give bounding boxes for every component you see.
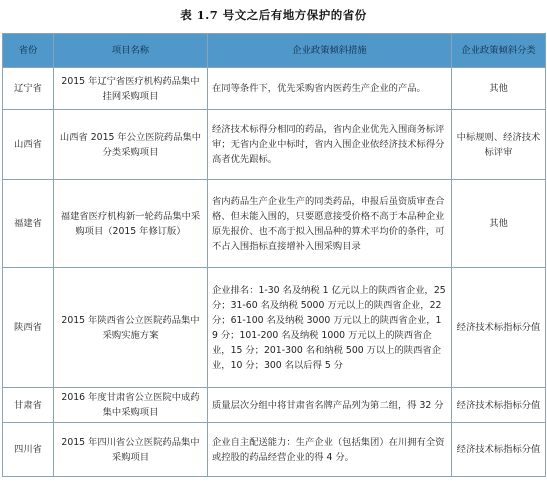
header-province: 省份 (3, 34, 54, 68)
table-row (3, 423, 546, 477)
table-row (3, 388, 546, 423)
category-cell: 中标规则、经济技术标评审 (452, 110, 546, 180)
measure-cell: 在同等条件下，优先采购省内医药生产企业的产品。 (208, 68, 452, 110)
table-row (3, 68, 546, 110)
measure-cell: 质量层次分组中将甘肃省名牌产品列为第二组，得 32 分 (208, 388, 452, 423)
category-cell: 经济技术标指标分值 (452, 423, 546, 477)
province-cell: 四川省 (3, 423, 54, 477)
header-measure: 企业政策倾斜措施 (208, 34, 452, 68)
project-cell: 2015 年辽宁省医疗机构药品集中挂网采购项目 (54, 68, 208, 110)
province-cell: 辽宁省 (3, 68, 54, 110)
measure-cell: 企业排名：1-30 名及纳税 1 亿元以上的陕西省企业，25 分；31-60 名及纳税 5000 万元以上的陕西省企业，22 分；61-100 名及纳税 3000 万元以上的陕西省企业，19 分；101-200 名及纳税 1000 万元以上的陕西省企业，15 分；201-300 名和纳税 500 万以上的陕西省企业，10 分；300 名以后得 5 分 (208, 268, 452, 388)
province-cell: 甘肃省 (3, 388, 54, 423)
table-header-row (3, 34, 546, 68)
province-protection-table (2, 33, 546, 477)
category-cell: 经济技术标指标分值 (452, 268, 546, 388)
project-cell: 2015 年四川省公立医院药品集中采购项目 (54, 423, 208, 477)
project-cell: 2016 年度甘肃省公立医院中成药集中采购项目 (54, 388, 208, 423)
measure-cell: 企业自主配送能力：生产企业（包括集团）在川拥有全资或控股的药品经营企业的得 4 分。 (208, 423, 452, 477)
header-project: 项目名称 (54, 34, 208, 68)
project-cell: 2015 年陕西省公立医院药品集中采购实施方案 (54, 268, 208, 388)
table-row (3, 110, 546, 180)
table-row (3, 268, 546, 388)
category-cell: 其他 (452, 180, 546, 268)
category-cell: 其他 (452, 68, 546, 110)
province-cell: 山西省 (3, 110, 54, 180)
measure-cell: 经济技术标得分相同的药品，省内企业优先入围商务标评审；无省内企业中标时，省内入围企业依经济技术标得分高者优先跟标。 (208, 110, 452, 180)
measure-cell: 省内药品生产企业生产的同类药品，申报后虽资质审查合格、但未能入围的，只要愿意接受价格不高于本品种企业原先报价、也不高于拟入围品种的算术平均价的条件，可不占入围指标直接增补入围采购目录 (208, 180, 452, 268)
header-category: 企业政策倾斜分类 (452, 34, 546, 68)
province-cell: 福建省 (3, 180, 54, 268)
table-row (3, 180, 546, 268)
table-caption: 表 1.7 号文之后有地方保护的省份 (180, 8, 367, 22)
category-cell: 经济技术标指标分值 (452, 388, 546, 423)
project-cell: 福建省医疗机构新一轮药品集中采购项目（2015 年修订版） (54, 180, 208, 268)
project-cell: 山西省 2015 年公立医院药品集中分类采购项目 (54, 110, 208, 180)
province-cell: 陕西省 (3, 268, 54, 388)
